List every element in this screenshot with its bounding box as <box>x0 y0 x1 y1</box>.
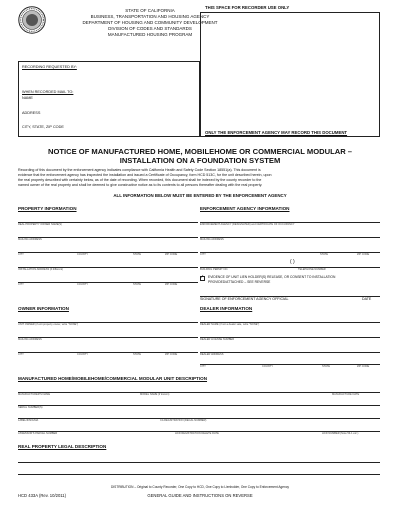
unit-description-header: MANUFACTURED HOME/MOBILEHOME/COMMERCIAL MODULAR UNIT DESCRIPTION <box>18 376 208 381</box>
property-mailing-label: MAILING ADDRESS <box>18 238 42 241</box>
unit-owner-label: UNIT OWNER (if unit property owner, write "NONE") <box>18 323 79 326</box>
state-seal <box>18 6 46 34</box>
lien-release-text-2: PROVIDED/ATTACHED – SEE REVERSE <box>208 280 271 284</box>
intro-line-1: Recording of this document by the enforcement agency indicates compliance with California Health and Safety Code Section 18551(a). This document is <box>18 168 261 172</box>
dealer-name-label: DEALER NAME (if not a dealer sale, write "NONE") <box>200 323 260 326</box>
enforcement-info-header: ENFORCEMENT AGENCY INFORMATION <box>200 206 290 211</box>
recorder-only-label: ONLY THE ENFORCEMENT AGENCY MAY RECORD THIS DOCUMENT <box>205 130 348 135</box>
dealer-address-label: DEALER ADDRESS <box>200 353 224 356</box>
install-city-label: CITY <box>18 283 24 286</box>
install-zip-label: ZIP CODE <box>165 283 178 286</box>
must-entered-notice: ALL INFORMATION BELOW MUST BE ENTERED BY THE ENFORCEMENT AGENCY <box>113 193 287 198</box>
lien-release-text-1: EVIDENCE OF UNIT LIEN HOLDER(S) RELEASE, OR CONSENT TO INSTALLATION <box>208 275 336 279</box>
checkmark-icon: ✓ <box>200 274 205 280</box>
property-zip-label: ZIP CODE <box>165 253 178 256</box>
agency-name-label: ENFORCEMENT AGENCY (DESIGNATED) and CERTIFICATE OF OCCUPANCY <box>200 223 295 226</box>
legal-line-1[interactable] <box>18 462 380 463</box>
install-address-label: INSTALLATION ADDRESS (if different) <box>18 268 63 271</box>
intro-line-4: named owner of the real property and shall be deemed to give constructive notice as to its contents to all persons thereafter dealing with the real property. <box>18 183 263 187</box>
property-mailing-line[interactable] <box>18 237 198 238</box>
owner-info-header: OWNER INFORMATION <box>18 306 69 311</box>
property-city-label: CITY <box>18 253 24 256</box>
signature-date-label: DATE <box>362 297 372 301</box>
signature-label: SIGNATURE OF ENFORCEMENT AGENCY OFFICIAL <box>200 297 289 301</box>
dealer-info-header: DEALER INFORMATION <box>200 306 253 311</box>
apn-label: ASSESSOR'S PARCEL NUMBER <box>18 432 58 435</box>
agency-line-4: DIVISION OF CODES AND STANDARDS <box>108 26 192 31</box>
dealer-address-line[interactable] <box>200 352 380 353</box>
dealer-city-line[interactable] <box>200 364 380 365</box>
agency-city-label: CITY <box>200 253 206 256</box>
ca-registration-label: CA REGISTRATION (DECAL NUMBER) <box>160 419 207 422</box>
label-insignia-label: LABEL/INSIGNIA <box>18 419 39 422</box>
mail-address-label: ADDRESS <box>22 111 41 115</box>
install-county-label: COUNTY <box>77 283 88 286</box>
agency-line-1: STATE OF CALIFORNIA <box>125 8 175 13</box>
dealer-county-label: COUNTY <box>262 365 273 368</box>
notice-title-line-2: INSTALLATION ON A FOUNDATION SYSTEM <box>119 156 281 165</box>
owner-mailing-label: MAILING ADDRESS <box>18 338 42 341</box>
agency-mailing-line[interactable] <box>200 237 380 238</box>
owner-mailing-line[interactable] <box>18 337 198 338</box>
distribution-note: DISTRIBUTION – Original to County Recorder, One Copy to HCD, One Copy to Lienholder, One Copy to Enforcement Agency <box>110 485 290 489</box>
phone-parens: ( ) <box>290 259 295 265</box>
agency-line-5: MANUFACTURED HOUSING PROGRAM <box>107 32 193 37</box>
owner-city-label: CITY <box>18 353 24 356</box>
when-recorded-label: WHEN RECORDED MAIL TO: <box>22 90 74 94</box>
dealer-license-label: DEALER LICENSE NUMBER <box>200 338 235 341</box>
serial-number-label: SERIAL NUMBER(S) <box>18 406 43 409</box>
agency-city-line[interactable] <box>200 252 380 253</box>
guide-reverse-note: GENERAL GUIDE AND INSTRUCTIONS ON REVERSE <box>147 493 253 498</box>
agency-line-2: BUSINESS, TRANSPORTATION AND HOUSING AGENCY <box>90 14 210 19</box>
property-county-label: COUNTY <box>77 253 88 256</box>
property-info-header: PROPERTY INFORMATION <box>18 206 77 211</box>
mail-csz-label: CITY, STATE, ZIP CODE <box>22 125 64 129</box>
dealer-zip-label: ZIP CODE <box>357 365 370 368</box>
unit-mfr-line[interactable] <box>18 392 380 393</box>
unit-serial-line[interactable] <box>18 405 380 406</box>
owner-state-label: STATE <box>133 353 141 356</box>
owner-zip-label: ZIP CODE <box>165 353 178 356</box>
permit-label: BUILDING PERMIT NO. <box>200 268 229 271</box>
mail-name-label: NAME <box>22 96 33 100</box>
intro-line-3: the real property described with certainty below, as of the date of recording. When recorded, this document shall be indexed by the county recorder to the <box>18 178 262 182</box>
agency-zip-label: ZIP CODE <box>357 253 370 256</box>
manufacturer-name-label: MANUFACTURER'S NAME <box>18 393 51 396</box>
recording-requested-label: RECORDING REQUESTED BY: <box>22 65 77 69</box>
recorder-box <box>200 12 380 137</box>
property-owner-label: REAL PROPERTY OWNER NAME(S) <box>18 223 62 226</box>
dealer-state-label: STATE <box>322 365 330 368</box>
agency-mailing-label: MAILING ADDRESS <box>200 238 224 241</box>
manufacture-date-label: MANUFACTURE DATE <box>332 393 360 396</box>
notice-title-line-1: NOTICE OF MANUFACTURED HOME, MOBILEHOME OR COMMERCIAL MODULAR – <box>47 147 353 156</box>
install-state-label: STATE <box>133 283 141 286</box>
recorder-use-label: THIS SPACE FOR RECORDER USE ONLY <box>205 5 290 10</box>
model-name-label: MODEL NAME (if known) <box>140 393 170 396</box>
dealer-city-label: CITY <box>200 365 206 368</box>
phone-label: TELEPHONE NUMBER <box>298 268 326 271</box>
hcd-delete-date-label: HCD REGISTRATION DELETE DATE <box>175 432 219 435</box>
legal-line-2[interactable] <box>18 474 380 475</box>
form-number: HCD 433A (Rev. 10/2011) <box>18 493 67 498</box>
agency-line-3: DEPARTMENT OF HOUSING AND COMMUNITY DEVELOPMENT <box>82 20 218 25</box>
property-state-label: STATE <box>133 253 141 256</box>
legal-description-header: REAL PROPERTY LEGAL DESCRIPTION <box>18 444 107 449</box>
agency-state-label: STATE <box>320 253 328 256</box>
intro-line-2: evidence that the enforcement agency has inspected the installation and issued a Certificate of Occupancy, form HCD 513C, for the unit described herein, upon <box>18 173 272 177</box>
hcd-number-label: HCD NUMBER (Note 53-1 etc.) <box>322 432 359 435</box>
owner-county-label: COUNTY <box>77 353 88 356</box>
